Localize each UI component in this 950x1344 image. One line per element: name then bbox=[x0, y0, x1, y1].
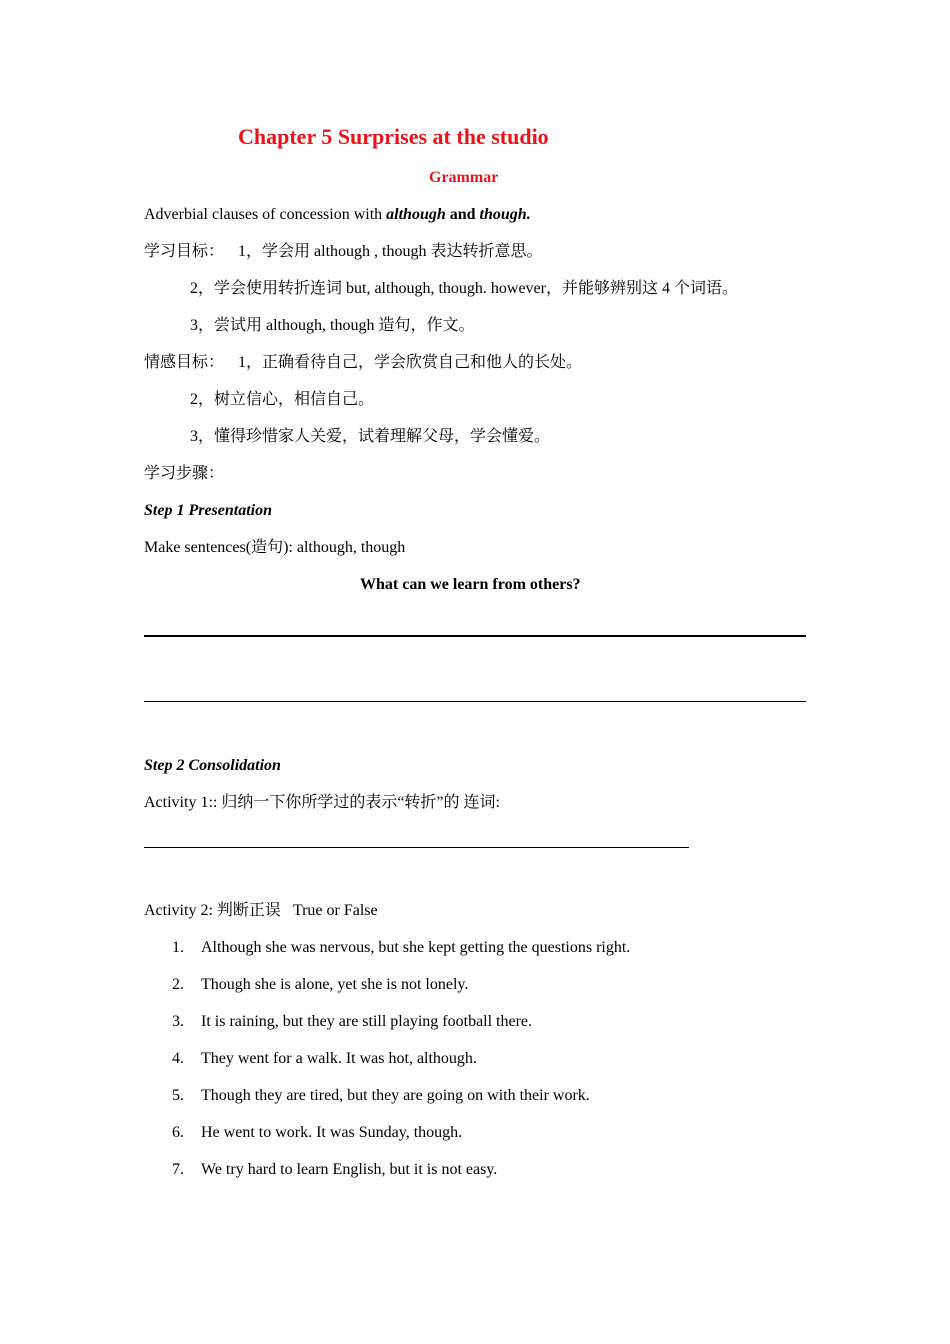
item-number: 4. bbox=[172, 1050, 184, 1067]
step1-heading: Step 1 Presentation bbox=[144, 502, 273, 519]
emotional-objective-3: 3，懂得珍惜家人关爱，试着理解父母，学会懂爱。 bbox=[190, 428, 551, 445]
activity2-prompt: Activity 2: 判断正误 True or False bbox=[144, 902, 378, 919]
item-number: 1. bbox=[172, 939, 184, 956]
learning-objective-1 bbox=[144, 242, 542, 262]
step2-heading: Step 2 Consolidation bbox=[144, 757, 281, 774]
intro-prefix: Adverbial clauses of concession with bbox=[144, 206, 387, 223]
emotional-objectives-label: 情感目标： bbox=[144, 354, 225, 371]
page-subtitle: Grammar bbox=[429, 169, 499, 186]
intro-word-though: though. bbox=[479, 206, 531, 223]
learning-objective-text: 1，学会用 although , though 表达转折意思。 bbox=[238, 243, 543, 260]
intro-line bbox=[144, 205, 531, 225]
activity1-prompt: Activity 1:: 归纳一下你所学过的表示“转折”的 连词: bbox=[144, 794, 500, 811]
item-number: 2. bbox=[172, 976, 184, 993]
item-number: 3. bbox=[172, 1013, 184, 1030]
page-title: Chapter 5 Surprises at the studio bbox=[238, 124, 549, 149]
answer-line-thick bbox=[144, 635, 806, 637]
intro-and: and bbox=[445, 206, 480, 223]
learning-objective-2: 2，学会使用转折连词 but, although, though. however，并能够辨别这 4 个词语。 bbox=[190, 280, 738, 297]
step1-question: What can we learn from others? bbox=[360, 576, 581, 593]
learning-steps-label: 学习步骤： bbox=[144, 465, 225, 482]
intro-word-although: although bbox=[386, 206, 446, 223]
list-item: He went to work. It was Sunday, though. bbox=[201, 1124, 463, 1141]
list-item: We try hard to learn English, but it is not easy. bbox=[201, 1161, 498, 1178]
item-number: 7. bbox=[172, 1161, 184, 1178]
learning-objectives-label: 学习目标： bbox=[144, 243, 225, 260]
list-item: They went for a walk. It was hot, although. bbox=[201, 1050, 477, 1067]
emotional-objective-2: 2，树立信心，相信自己。 bbox=[190, 391, 375, 408]
activity1-answer-line bbox=[144, 847, 689, 848]
list-item: It is raining, but they are still playing football there. bbox=[201, 1013, 533, 1030]
emotional-objective-1 bbox=[144, 353, 582, 373]
list-item: Although she was nervous, but she kept getting the questions right. bbox=[201, 939, 631, 956]
item-number: 5. bbox=[172, 1087, 184, 1104]
list-item: Though they are tired, but they are going on with their work. bbox=[201, 1087, 590, 1104]
emotional-objective-text: 1，正确看待自己，学会欣赏自己和他人的长处。 bbox=[238, 354, 583, 371]
list-item: Though she is alone, yet she is not lonely. bbox=[201, 976, 469, 993]
learning-objective-3: 3，尝试用 although, though 造句，作文。 bbox=[190, 317, 475, 334]
item-number: 6. bbox=[172, 1124, 184, 1141]
step1-instruction: Make sentences(造句): although, though bbox=[144, 539, 406, 556]
answer-line-thin bbox=[144, 701, 806, 702]
